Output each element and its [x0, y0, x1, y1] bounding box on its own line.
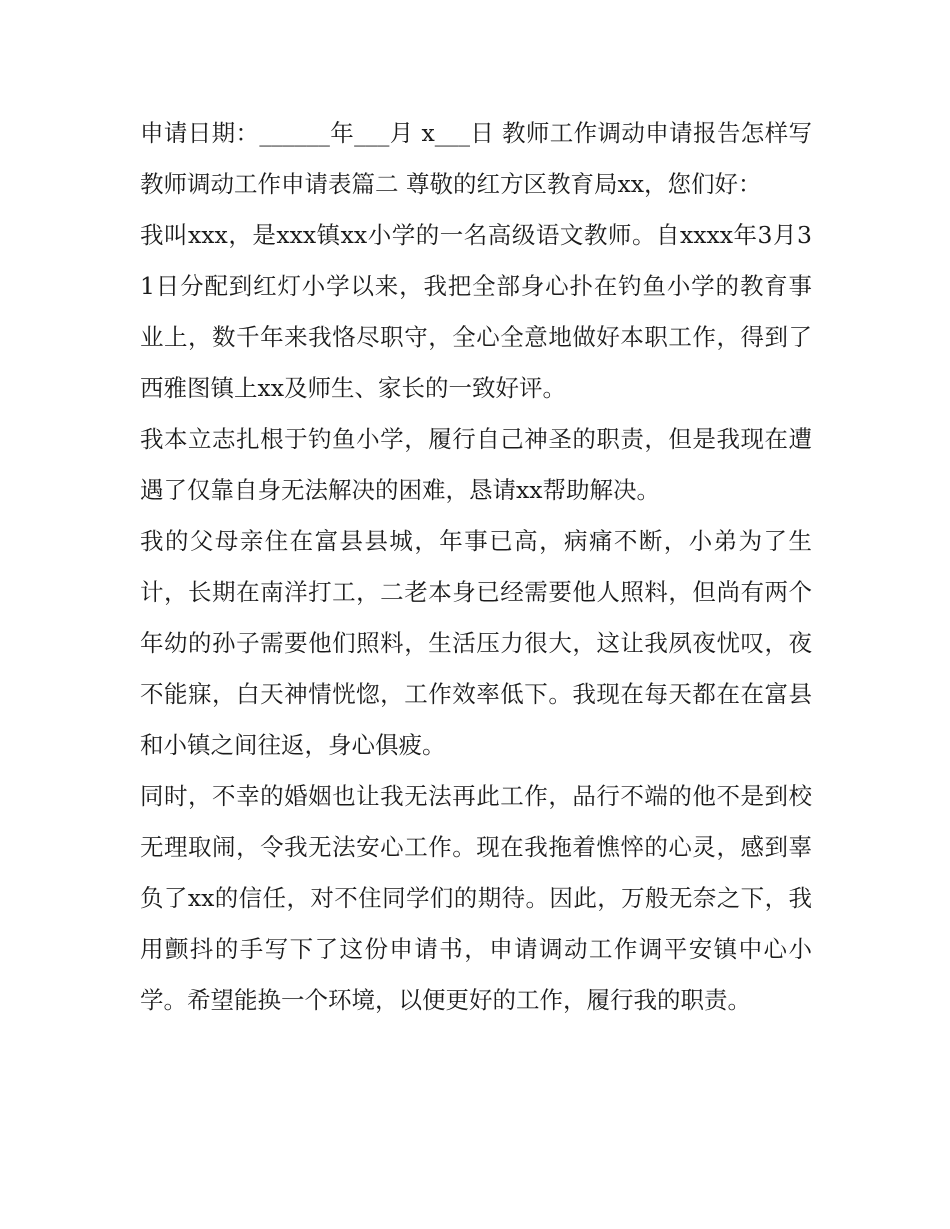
paragraph-date-and-salutation: 申请日期：______年___月 x___日 教师工作调动申请报告怎样写 教师调动工作申请表篇二 尊敬的红方区教育局xx，您们好：: [140, 119, 812, 198]
document-body: [140, 108, 812, 1026]
paragraph-difficulty: 我本立志扎根于钓鱼小学，履行自己神圣的职责，但是我现在遭遇了仅靠自身无法解决的困难，恳请xx帮助解决。: [140, 425, 812, 504]
paragraph-request: 同时，不幸的婚姻也让我无法再此工作，品行不端的他不是到校无理取闹，令我无法安心工作。现在我拖着憔悴的心灵，感到辜负了xx的信任，对不住同学们的期待。因此，万般无奈之下，我用颤抖的手写下了这份申请书，申请调动工作调平安镇中心小学。希望能换一个环境，以便更好的工作，履行我的职责。: [140, 782, 812, 1014]
paragraph-self-introduction: 我叫xxx，是xxx镇xx小学的一名高级语文教师。自xxxx年3月31日分配到红灯小学以来，我把全部身心扑在钓鱼小学的教育事业上，数千年来我恪尽职守，全心全意地做好本职工作，得到了西雅图镇上xx及师生、家长的一致好评。: [140, 221, 812, 402]
paragraph-family-situation: 我的父母亲住在富县县城，年事已高，病痛不断，小弟为了生计，长期在南洋打工，二老本身已经需要他人照料，但尚有两个年幼的孙子需要他们照料，生活压力很大，这让我夙夜忧叹，夜不能寐，白天神情恍惚，工作效率低下。我现在每天都在在富县和小镇之间往返，身心俱疲。: [140, 527, 812, 759]
